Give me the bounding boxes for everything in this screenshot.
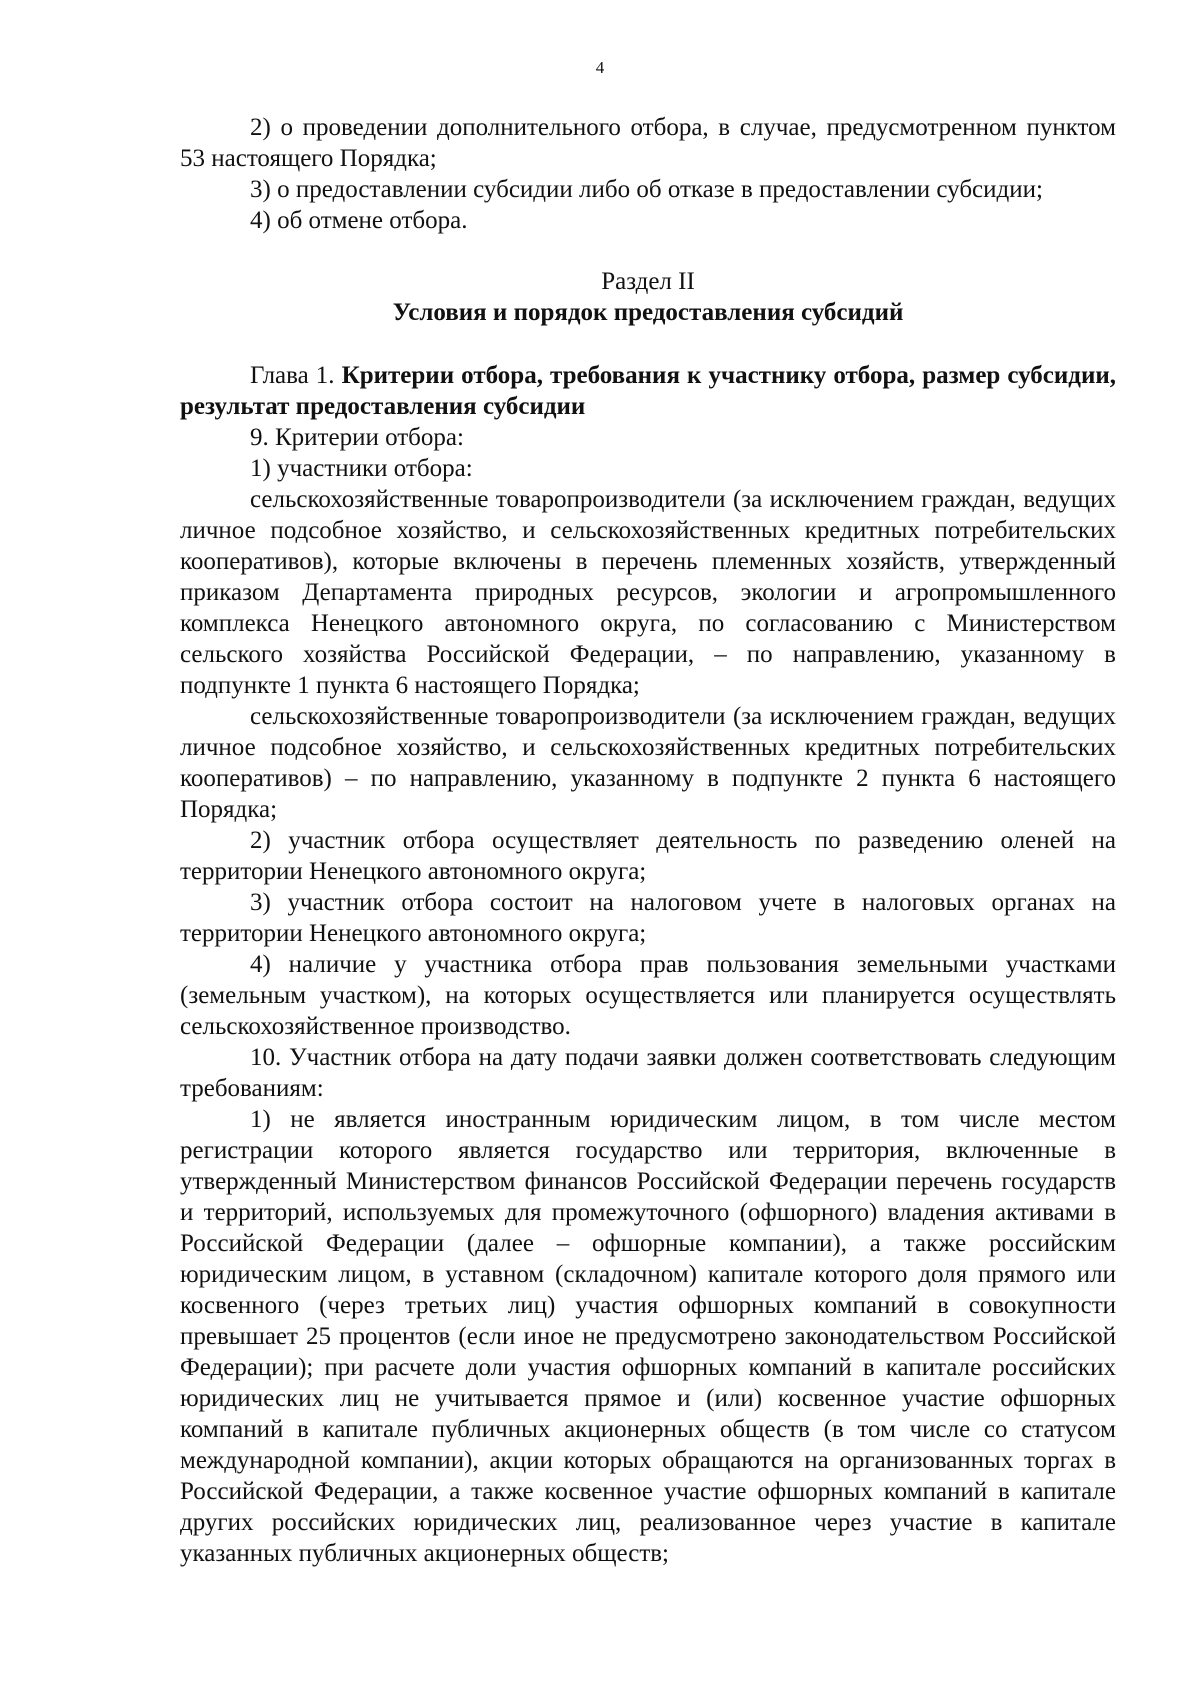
document-body — [180, 112, 1116, 1569]
page-number: 4 — [595, 58, 605, 77]
paragraph: 9. Критерии отбора: — [250, 424, 464, 451]
chapter-title: Критерии отбора, требования к участнику отбора, размер субсидии, результат предоставления субсидии — [180, 362, 1117, 420]
paragraph: 1) участники отбора: — [250, 455, 473, 482]
paragraph: сельскохозяйственные товаропроизводители (за исключением граждан, ведущих личное подсобное хозяйство, и сельскохозяйственных кредитных потребительских кооперативов), которые включены в перечень племенных хозяйств, утвержденный приказом Департамента природных ресурсов, экологии и агропромышленного комплекса Ненецкого автономного округа, по согласованию с Министерством сельского хозяйства Российской Федерации, – по направлению, указанному в подпункте 1 пункта 6 настоящего Порядка; — [180, 486, 1116, 699]
paragraph: 10. Участник отбора на дату подачи заявки должен соответствовать следующим требованиям: — [180, 1044, 1116, 1102]
paragraph: 2) о проведении дополнительного отбора, в случае, предусмотренном пунктом 53 настоящего Порядка; — [180, 114, 1116, 172]
paragraph: 3) участник отбора состоит на налоговом учете в налоговых органах на территории Ненецкого автономного округа; — [180, 889, 1116, 947]
paragraph: 1) не является иностранным юридическим лицом, в том числе местом регистрации которого является государство или территория, включенные в утвержденный Министерством финансов Российской Федерации перечень государств и территорий, используемых для промежуточного (офшорного) владения активами в Российской Федерации (далее – офшорные компании), а также российским юридическим лицом, в уставном (складочном) капитале которого доля прямого или косвенного (через третьих лиц) участия офшорных компаний в совокупности превышает 25 процентов (если иное не предусмотрено законодательством Российской Федерации); при расчете доли участия офшорных компаний в капитале российских юридических лиц не учитывается прямое и (или) косвенное участие офшорных компаний в капитале публичных акционерных обществ (в том числе со статусом международной компании), акции которых обращаются на организованных торгах в Российской Федерации, а также косвенное участие офшорных компаний в капитале других российских юридических лиц, реализованное через участие в капитале указанных публичных акционерных обществ; — [180, 1106, 1116, 1567]
section-title: Раздел II — [601, 268, 695, 295]
paragraph: 2) участник отбора осуществляет деятельность по разведению оленей на территории Ненецкого автономного округа; — [180, 827, 1116, 885]
paragraph: 3) о предоставлении субсидии либо об отказе в предоставлении субсидии; — [250, 176, 1043, 203]
chapter-prefix: Глава 1. — [250, 362, 335, 389]
paragraph: сельскохозяйственные товаропроизводители (за исключением граждан, ведущих личное подсобное хозяйство, и сельскохозяйственных кредитных потребительских кооперативов) – по направлению, указанному в подпункте 2 пункта 6 настоящего Порядка; — [180, 703, 1116, 823]
chapter-heading — [180, 360, 1116, 422]
section-heading: Условия и порядок предоставления субсидий — [392, 299, 904, 326]
paragraph: 4) наличие у участника отбора прав пользования земельными участками (земельным участком), на которых осуществляется или планируется осуществлять сельскохозяйственное производство. — [180, 951, 1116, 1040]
paragraph: 4) об отмене отбора. — [250, 207, 468, 234]
